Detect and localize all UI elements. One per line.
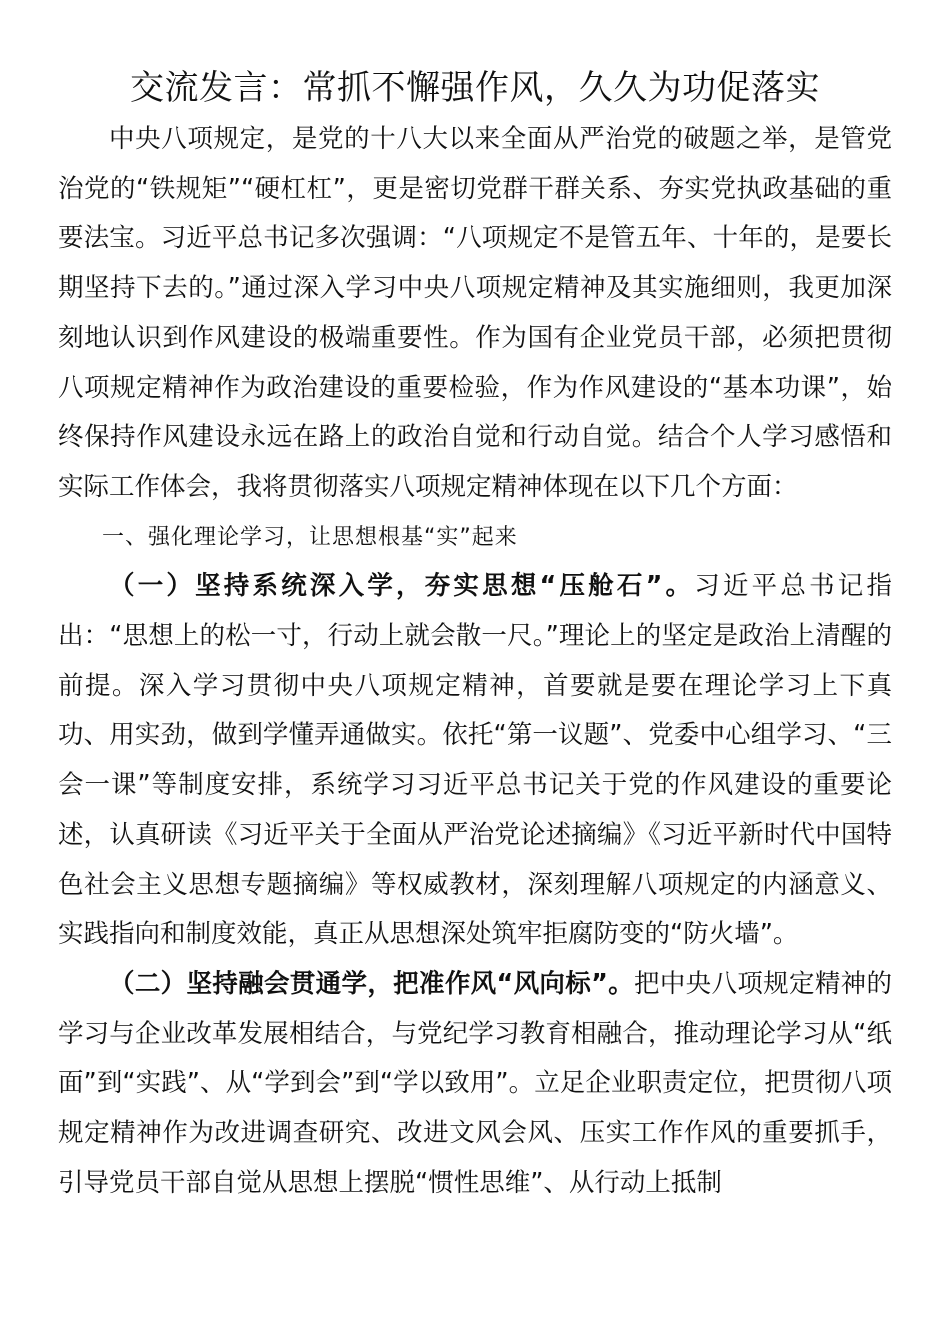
- document-title: 交流发言：常抓不懈强作风，久久为功促落实: [130, 68, 820, 108]
- subsection-1-paragraph: [58, 562, 892, 960]
- subsection-2-heading: （二）坚持融会贯通学，把准作风“风向标”。: [109, 968, 634, 999]
- intro-paragraph: 中央八项规定，是党的十八大以来全面从严治党的破题之举，是管党治党的“铁规矩”“硬杠杠”，更是密切党群干群关系、夯实党执政基础的重要法宝。习近平总书记多次强调：“八项规定不是管五年、十年的，是要长期坚持下去的。”通过深入学习中央八项规定精神及其实施细则，我更加深刻地认识到作风建设的极端重要性。作为国有企业党员干部，必须把贯彻八项规定精神作为政治建设的重要检验，作为作风建设的“基本功课”，始终保持作风建设永远在路上的政治自觉和行动自觉。结合个人学习感悟和实际工作体会，我将贯彻落实八项规定精神体现在以下几个方面：: [58, 124, 892, 502]
- document-body: [58, 115, 892, 1208]
- subsection-2-body: 把中央八项规定精神的学习与企业改革发展相结合，与党纪学习教育相融合，推动理论学习从“纸面”到“实践”、从“学到会”到“学以致用”。立足企业职责定位，把贯彻八项规定精神作为改进调查研究、改进文风会风、压实工作作风的重要抓手，引导党员干部自觉从思想上摆脱“惯性思维”、从行动上抵制: [58, 968, 892, 1198]
- subsection-2-paragraph: [58, 960, 892, 1209]
- section-heading: 一、强化理论学习，让思想根基“实”起来: [102, 524, 518, 550]
- subsection-1-heading: （一）坚持系统深入学，夯实思想“压舱石”。: [109, 571, 695, 602]
- subsection-1-body: 习近平总书记指出：“思想上的松一寸，行动上就会散一尺。”理论上的坚定是政治上清醒的前提。深入学习贯彻中央八项规定精神，首要就是要在理论学习上下真功、用实劲，做到学懂弄通做实。依托“第一议题”、党委中心组学习、“三会一课”等制度安排，系统学习习近平总书记关于党的作风建设的重要论述，认真研读《习近平关于全面从严治党论述摘编》《习近平新时代中国特色社会主义思想专题摘编》等权威教材，深刻理解八项规定的内涵意义、实践指向和制度效能，真正从思想深处筑牢拒腐防变的“防火墙”。: [58, 571, 892, 950]
